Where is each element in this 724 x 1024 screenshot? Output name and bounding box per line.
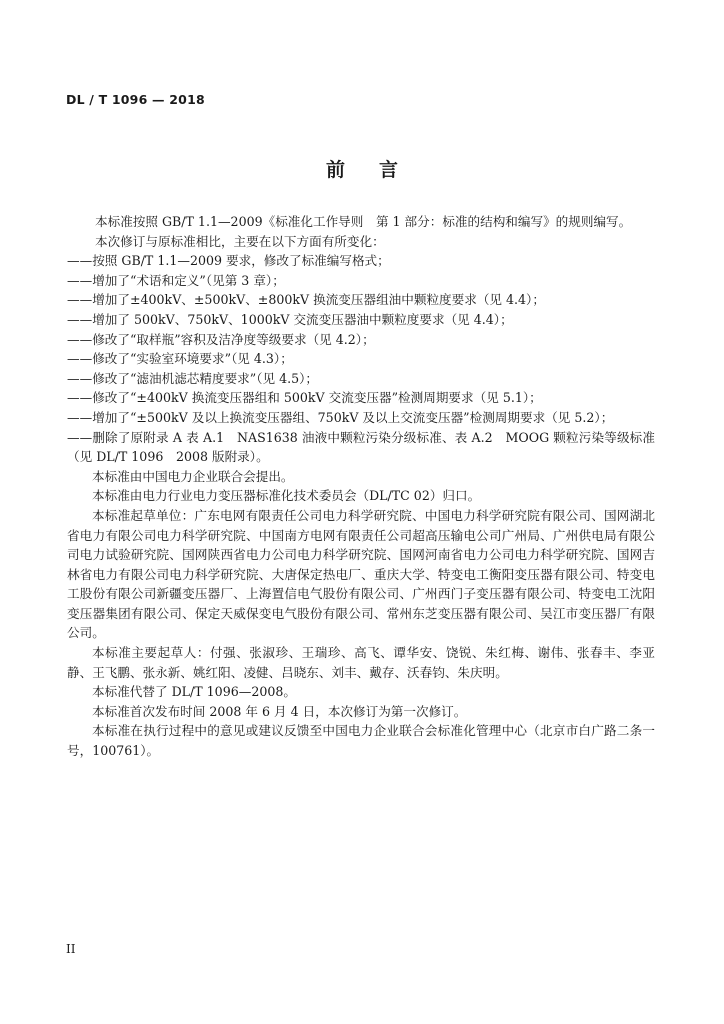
page-title: 前言 [325, 159, 432, 181]
page-number: II [66, 942, 76, 956]
change-item: ——增加了 500kV、750kV、1000kV 交流变压器油中颗粒度要求（见 4.4）； [67, 311, 513, 327]
change-item: ——删除了原附录 A 表 A.1 NAS1638 油液中颗粒污染分级标准、表 A.2 MOOG 颗粒污染等级标准（见 DL/T 1096 2008 版附录）。 [67, 429, 655, 465]
change-item: ——增加了±400kV、±500kV、±800kV 换流变压器组油中颗粒度要求（见 4.4）； [67, 292, 545, 308]
document-body [67, 212, 655, 761]
change-item: ——按照 GB/T 1.1—2009 要求，修改了标准编写格式； [67, 253, 390, 269]
paragraph: 本标准由中国电力企业联合会提出。 [92, 468, 294, 484]
document-id: DL / T 1096 — 2018 [66, 92, 205, 107]
paragraph: 本标准代替了 DL/T 1096—2008。 [92, 684, 296, 700]
paragraph: 本标准首次发布时间 2008 年 6 月 4 日，本次修订为第一次修订。 [92, 703, 467, 719]
text-line: 本次修订与原标准相比，主要在以下方面有所变化： [95, 233, 385, 249]
drafting-units-paragraph: 本标准起草单位：广东电网有限责任公司电力科学研究院、中国电力科学研究院有限公司、国网湖北省电力有限公司电力科学研究院、中国南方电网有限责任公司超高压输电公司广州局、广州供电局有限公司电力试验研究院、国网陕西省电力公司电力科学研究院、国网河南省电力公司电力科学研究院、国网吉林省电力有限公司电力科学研究院、大唐保定热电厂、重庆大学、特变电工衡阳变压器有限公司、特变电工股份有限公司新疆变压器厂、上海置信电气股份有限公司、广州西门子变压器有限公司、特变电工沈阳变压器集团有限公司、保定天威保变电气股份有限公司、常州东芝变压器有限公司、吴江市变压器厂有限公司。 [67, 507, 655, 641]
feedback-paragraph: 本标准在执行过程中的意见或建议反馈至中国电力企业联合会标准化管理中心（北京市白广路二条一号，100761）。 [67, 723, 655, 759]
text-line: 本标准按照 GB/T 1.1—2009《标准化工作导则 第 1 部分：标准的结构和编写》的规则编写。 [95, 214, 632, 229]
change-item: ——修改了“实验室环境要求”（见 4.3）； [67, 351, 293, 367]
change-item: ——修改了“滤油机滤芯精度要求”（见 4.5）； [67, 370, 318, 386]
change-item: ——修改了“±400kV 换流变压器组和 500kV 交流变压器”检测周期要求（见 5.1）； [67, 390, 542, 406]
change-item: ——修改了“取样瓶”容积及洁净度等级要求（见 4.2）； [67, 331, 375, 347]
change-item: ——增加了“±500kV 及以上换流变压器组、750kV 及以上交流变压器”检测周期要求（见 5.2）； [67, 409, 614, 425]
change-item: ——增加了“术语和定义”（见第 3 章）； [67, 272, 285, 288]
drafters-paragraph: 本标准主要起草人：付强、张淑珍、王瑞珍、高飞、谭华安、饶锐、朱红梅、谢伟、张春丰、李亚静、王飞鹏、张永新、姚红阳、凌健、吕晓东、刘丰、戴存、沃春钧、朱庆明。 [67, 645, 655, 680]
paragraph: 本标准由电力行业电力变压器标准化技术委员会（DL/TC 02）归口。 [92, 488, 481, 504]
